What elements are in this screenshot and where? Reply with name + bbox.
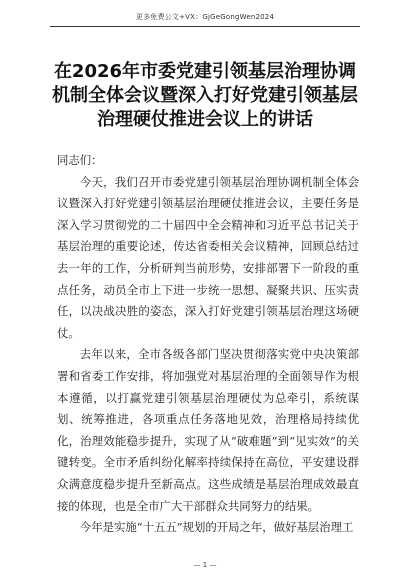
header-note: 更多免费公文+VX：GjGeGongWen2024: [135, 13, 275, 21]
body-paragraph: 去年以来，全市各级各部门坚决贯彻落实党中央决策部署和省委工作安排，将加强党对基层治理的全面领导作为根本遵循，以打赢党建引领基层治理硬仗为总牵引，系统谋划、统筹推进，各项重点任务落地见效，治理格局持续优化，治理效能稳步提升，实现了从“破难题”到“见实效”的关键转变。全市矛盾纠纷化解率持续保持在高位，平安建设群众满意度稳步提升至新高点。这些成绩是基层治理成效最直接的体现，也是全市广大干部群众共同努力的结果。: [57, 347, 359, 513]
body-paragraph: 今年是实施“十五五”规划的开局之年，做好基层治理工: [79, 520, 354, 535]
document-title: 在2026年市委党建引领基层治理协调机制全体会议暨深入打好党建引领基层治理硬仗推进会议上的讲话: [52, 61, 358, 130]
page-number: — 1 —: [193, 561, 217, 569]
header-divider: [50, 26, 360, 27]
salutation: 同志们：: [57, 153, 103, 167]
body-paragraph: 今天，我们召开市委党建引领基层治理协调机制全体会议暨深入打好党建引领基层治理硬仗推进会议，主要任务是深入学习贯彻党的二十届四中全会精神和习近平总书记关于基层治理的重要论述，传达省委相关会议精神，回顾总结过去一年的工作，分析研判当前形势，安排部署下一阶段的重点任务，动员全市上下进一步统一思想、凝聚共识、压实责任，以决战决胜的姿态，深入打好党建引领基层治理这场硬仗。: [57, 174, 359, 340]
document-body: [57, 150, 359, 539]
